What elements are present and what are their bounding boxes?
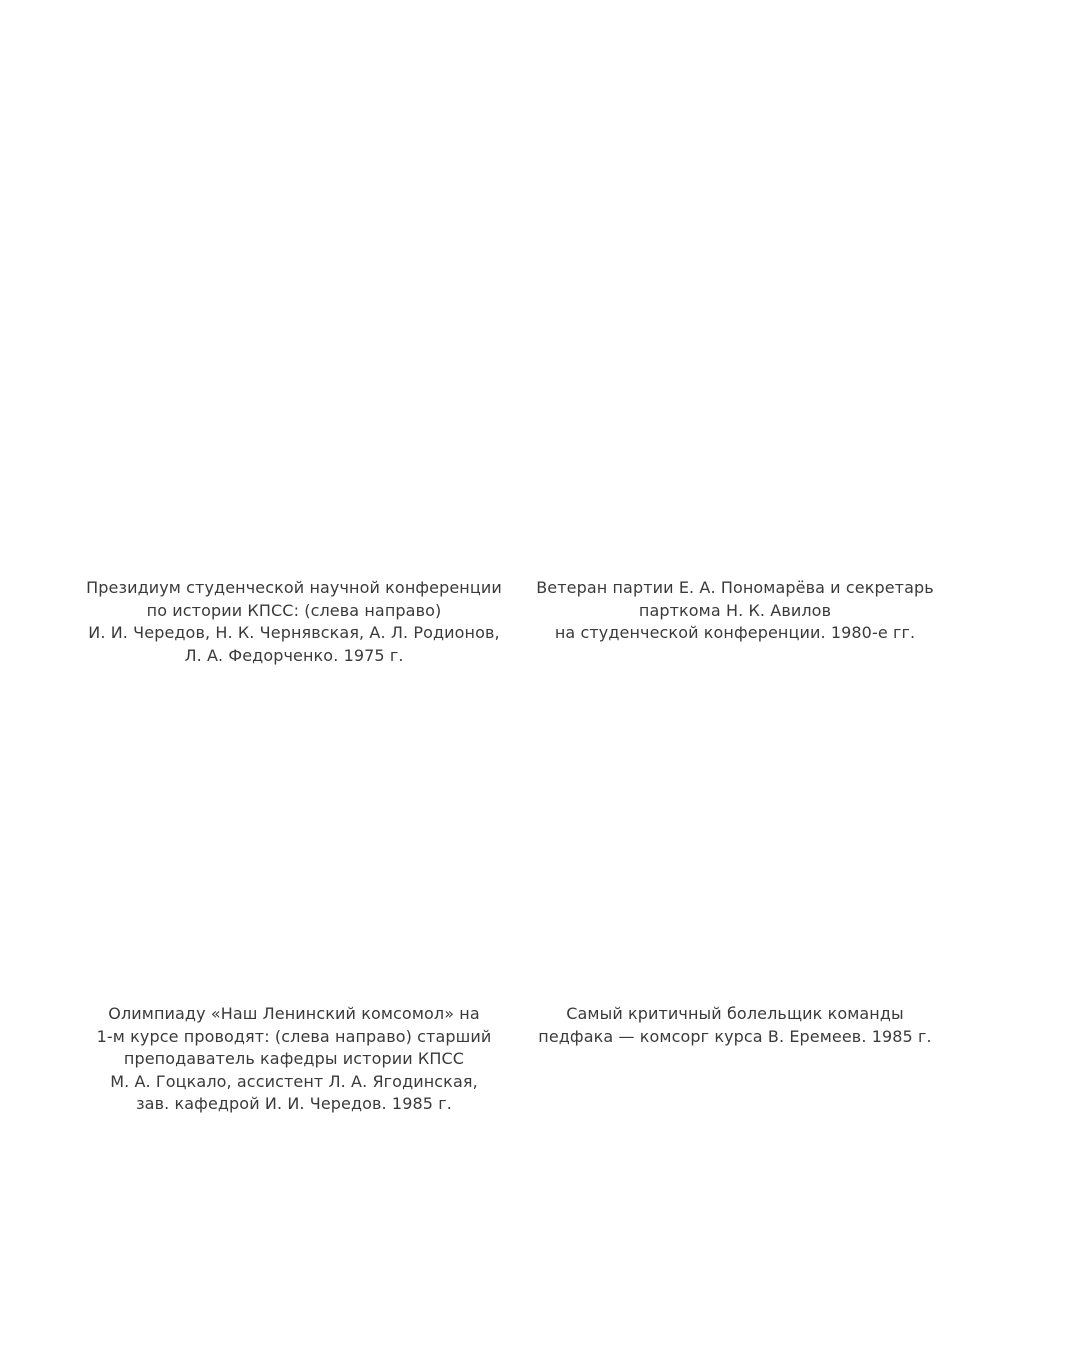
photo-caption-olympiad <box>84 1003 504 1116</box>
caption-line: Л. А. Федорченко. 1975 г. <box>184 645 404 665</box>
caption-line: Олимпиаду «Наш Ленинский комсомол» на <box>108 1004 480 1023</box>
caption-line: зав. кафедрой И. И. Чередов. 1985 г. <box>136 1094 452 1113</box>
photo-caption-conference-presidium <box>74 577 514 667</box>
caption-line: И. И. Чередов, Н. К. Чернявская, А. Л. Родионов, <box>88 623 500 642</box>
caption-line: Самый критичный болельщик команды <box>566 1004 904 1023</box>
caption-line: парткома Н. К. Авилов <box>638 600 832 620</box>
caption-line: Президиум студенческой научной конференции <box>86 578 502 597</box>
caption-line: 1-м курсе проводят: (слева направо) старший <box>96 1026 492 1046</box>
caption-line: М. А. Гоцкало, ассистент Л. А. Ягодинская, <box>110 1071 478 1091</box>
caption-line: преподаватель кафедры истории КПСС <box>123 1049 465 1068</box>
caption-line: на студенческой конференции. 1980-е гг. <box>554 623 916 642</box>
caption-line: Ветеран партии Е. А. Пономарёва и секретарь <box>536 578 934 597</box>
caption-line: по истории КПСС: (слева направо) <box>146 600 442 620</box>
photo-caption-party-veteran <box>520 577 950 645</box>
caption-line: педфака — комсорг курса В. Еремеев. 1985 г. <box>538 1026 932 1046</box>
photo-caption-team-fan <box>520 1003 950 1048</box>
